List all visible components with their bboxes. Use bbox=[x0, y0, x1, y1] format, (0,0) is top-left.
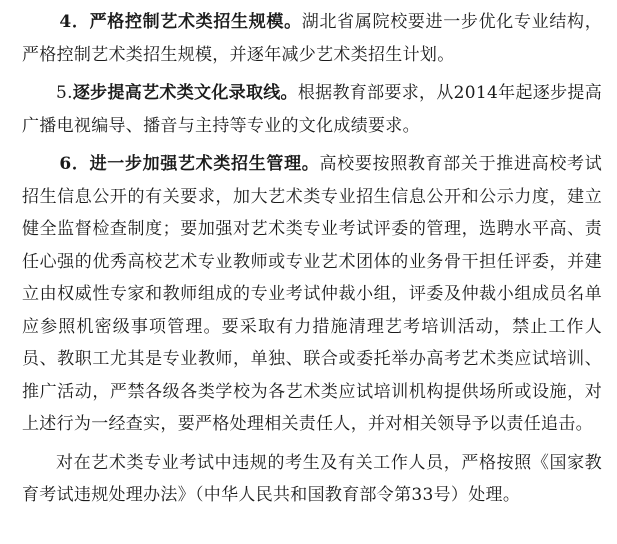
paragraph-5 bbox=[22, 77, 602, 142]
document-body bbox=[22, 6, 602, 518]
paragraph-6 bbox=[22, 148, 602, 441]
paragraph-number: 5. bbox=[56, 83, 73, 103]
paragraph-number: 4． bbox=[59, 12, 90, 32]
paragraph-number: 6． bbox=[59, 154, 90, 174]
paragraph-closing bbox=[22, 447, 602, 512]
paragraph-text: 湖北省属院校要进一步优化专业结构，严格控制艺术类招生规模，并逐年减少艺术类招生计划。 bbox=[22, 12, 602, 65]
paragraph-heading: 逐步提高艺术类文化录取线。 bbox=[72, 83, 298, 103]
paragraph-text: 高校要按照教育部关于推进高校考试招生信息公开的有关要求，加大艺术类专业招生信息公开和公示力度，建立健全监督检查制度；要加强对艺术类专业考试评委的管理，选聘水平高、责任心强的优秀高校艺术专业教师或专业艺术团体的业务骨干担任评委，并建立由权威性专家和教师组成的专业考试仲裁小组，评委及仲裁小组成员名单应参照机密级事项管理。要采取有力措施清理艺考培训活动，禁止工作人员、教职工尤其是专业教师，单独、联合或委托举办高考艺术类应试培训、推广活动，严禁各级各类学校为各艺术类应试培训机构提供场所或设施，对上述行为一经查实，要严格处理相关责任人，并对相关领导予以责任追击。 bbox=[22, 154, 602, 434]
paragraph-text: 根据教育部要求，从2014年起逐步提高广播电视编导、播音与主持等专业的文化成绩要求。 bbox=[22, 83, 602, 136]
paragraph-4 bbox=[22, 6, 602, 71]
paragraph-heading: 严格控制艺术类招生规模。 bbox=[89, 12, 302, 32]
paragraph-text: 对在艺术类专业考试中违规的考生及有关工作人员，严格按照《国家教育考试违规处理办法》（中华人民共和国教育部令第33号）处理。 bbox=[22, 452, 602, 505]
paragraph-heading: 进一步加强艺术类招生管理。 bbox=[89, 154, 320, 174]
